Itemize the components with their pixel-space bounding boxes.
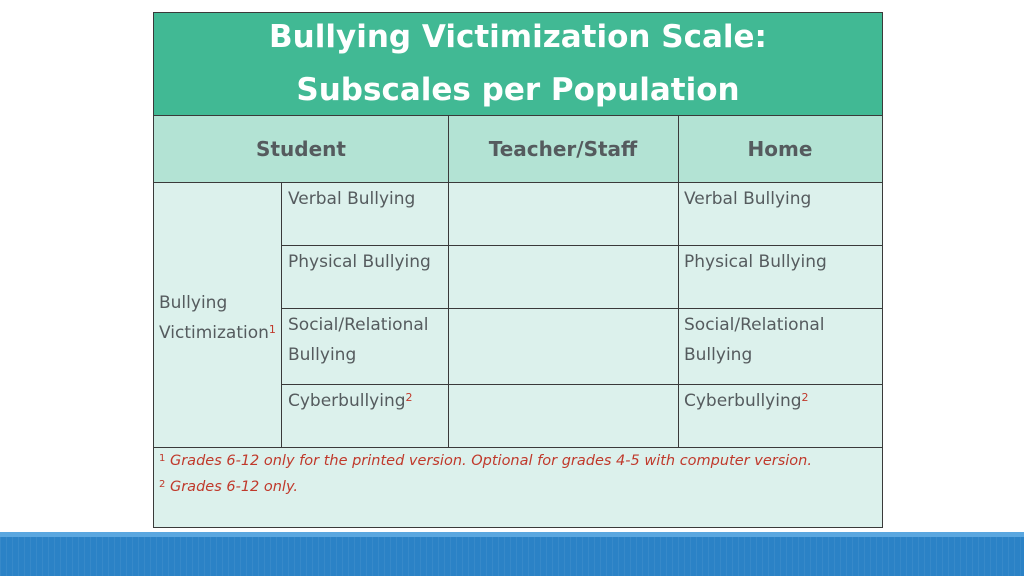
header-home-label: Home	[747, 137, 813, 161]
divider	[154, 447, 882, 448]
header-student-label: Student	[256, 137, 346, 161]
divider	[281, 384, 882, 385]
subscales-table	[153, 12, 883, 528]
home-subscale-social: Social/Relational Bullying	[684, 315, 825, 365]
home-subscale-physical: Physical Bullying	[684, 252, 827, 272]
divider	[678, 116, 679, 447]
row-label-bullying-victimization: Bullying Victimization$^1$	[159, 293, 276, 343]
divider	[281, 245, 882, 246]
divider	[281, 308, 882, 309]
footnote-ref-1: 1	[268, 323, 276, 336]
title-line-2: Subscales per Population	[296, 72, 740, 108]
footer-accent-line	[0, 532, 1024, 537]
footnote-2: $^2$ Grades 6-12 only.	[159, 479, 299, 495]
home-subscale-cyber: Cyberbullying$^2$	[684, 391, 809, 411]
footnote-ref-2: 2	[801, 391, 809, 404]
home-subscale-verbal: Verbal Bullying	[684, 189, 812, 209]
footnote-1: $^1$ Grades 6-12 only for the printed version. Optional for grades 4-5 with computer version.	[159, 453, 812, 469]
student-subscale-social: Social/Relational Bullying	[288, 315, 429, 365]
student-subscale-verbal: Verbal Bullying	[288, 189, 416, 209]
title-line-1: Bullying Victimization Scale:	[269, 19, 767, 55]
footer-bar	[0, 532, 1024, 576]
student-subscale-cyber: Cyberbullying$^2$	[288, 391, 413, 411]
header-home	[678, 116, 882, 183]
header-student	[154, 116, 448, 183]
table-title	[154, 13, 882, 116]
footnote-ref-2: 2	[405, 391, 413, 404]
student-subscale-physical: Physical Bullying	[288, 252, 431, 272]
header-teacher-label: Teacher/Staff	[488, 137, 638, 161]
header-teacher-staff	[448, 116, 678, 183]
divider	[281, 183, 282, 447]
divider	[448, 116, 449, 447]
